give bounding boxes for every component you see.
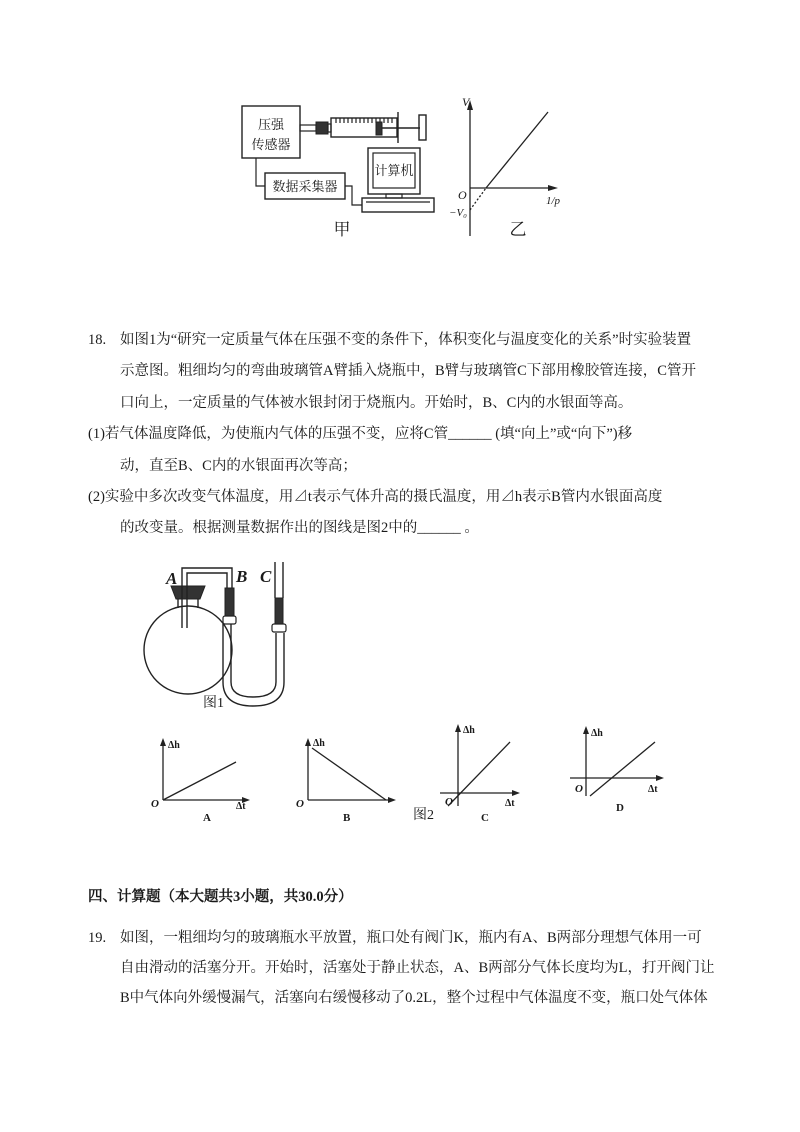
question-text-line: 口向上，一定质量的气体被水银封闭于烧瓶内。开始时，B、C内的水银面等高。: [120, 395, 633, 411]
option-c-origin-label: O: [445, 796, 453, 808]
question-text-line: 自由滑动的活塞分开。开始时，活塞处于静止状态，A、B两部分气体长度均为L，打开阀门让: [120, 960, 715, 976]
caption-yi: 乙: [509, 220, 527, 239]
option-d-x-axis-label: Δt: [648, 784, 658, 795]
question-text-line: 示意图。粗细均匀的弯曲玻璃管A臂插入烧瓶中，B臂与玻璃管C下部用橡胶管连接，C管开: [120, 363, 696, 379]
option-a-y-axis-label: Δh: [168, 740, 180, 751]
data-collector-label: 数据采集器: [272, 179, 338, 194]
option-c-y-axis-label: Δh: [463, 725, 475, 736]
wire-sensor-to-collector: [256, 158, 265, 186]
question-number: 19.: [88, 930, 107, 946]
graph-intercept-label: −V₀: [449, 207, 467, 219]
syringe: [300, 112, 426, 143]
question-text-line: B中气体向外缓慢漏气，活塞向右缓慢移动了0.2L，整个过程中气体温度不变，瓶口处气体体: [120, 990, 708, 1006]
option-d-origin-label: O: [575, 783, 583, 795]
figure-2-option-graphs: [140, 715, 680, 830]
question-text-line: 动，直至B、C内的水银面再次等高；: [120, 458, 357, 474]
question-number: 18.: [88, 332, 107, 348]
sub-question-1-text: (1)若气体温度降低，为使瓶内气体的压强不变，应将C管______ (填“向上”或“向下”)移: [88, 426, 633, 442]
pressure-sensor: [242, 106, 300, 158]
option-d-y-axis-label: Δh: [591, 728, 603, 739]
option-a-letter: A: [203, 812, 211, 824]
option-graph-b: [296, 738, 396, 824]
label-c: C: [260, 567, 272, 586]
computer: [362, 148, 434, 212]
pressure-sensor-label-line1: 压强: [257, 117, 285, 132]
graph-origin-label: O: [458, 188, 467, 202]
option-b-letter: B: [343, 812, 351, 824]
figure-apparatus-and-graph: [220, 90, 580, 250]
question-text-line: 如图1为“研究一定质量气体在压强不变的条件下，体积变化与温度变化的关系”时实验装置: [120, 332, 692, 348]
figure-1-flask-apparatus: [140, 550, 310, 715]
data-collector: [265, 173, 345, 199]
caption-jia: 甲: [333, 220, 351, 239]
pressure-sensor-label-line2: 传感器: [251, 137, 291, 152]
graph-v-vs-inverse-p: [449, 95, 561, 236]
option-b-origin-label: O: [296, 798, 304, 810]
caption-figure-1: 图1: [203, 696, 224, 711]
flask: [144, 606, 232, 694]
option-graph-d: [570, 726, 664, 814]
rubber-joint-c: [275, 598, 283, 624]
option-c-letter: C: [481, 812, 489, 824]
graph-x-axis-label: 1/p: [546, 195, 561, 207]
question-text-line: 如图，一粗细均匀的玻璃瓶水平放置，瓶口处有阀门K，瓶内有A、B两部分理想气体用一可: [120, 930, 702, 946]
tube-c: [275, 562, 283, 598]
sub-question-2-text: (2)实验中多次改变气体温度，用⊿t表示气体升高的摄氏温度，用⊿h表示B管内水银面高度: [88, 489, 663, 505]
wire-collector-to-computer: [345, 186, 362, 205]
option-a-x-axis-label: Δt: [236, 801, 246, 812]
option-graph-a: [151, 738, 250, 824]
graph-y-axis-label: V: [462, 95, 470, 109]
option-b-y-axis-label: Δh: [313, 738, 325, 749]
option-graph-c: [440, 724, 520, 824]
label-a: A: [166, 569, 178, 588]
option-c-x-axis-label: Δt: [505, 798, 515, 809]
label-b: B: [236, 567, 248, 586]
u-tube: [223, 624, 284, 706]
option-d-letter: D: [616, 802, 624, 814]
section-heading: 四、计算题（本大题共3小题，共30.0分）: [88, 889, 353, 905]
question-text-line: 的改变量。根据测量数据作出的图线是图2中的______ 。: [120, 520, 479, 536]
rubber-joint-b: [225, 588, 234, 616]
computer-label: 计算机: [374, 163, 414, 178]
caption-figure-2: 图2: [413, 808, 434, 823]
option-a-origin-label: O: [151, 798, 159, 810]
